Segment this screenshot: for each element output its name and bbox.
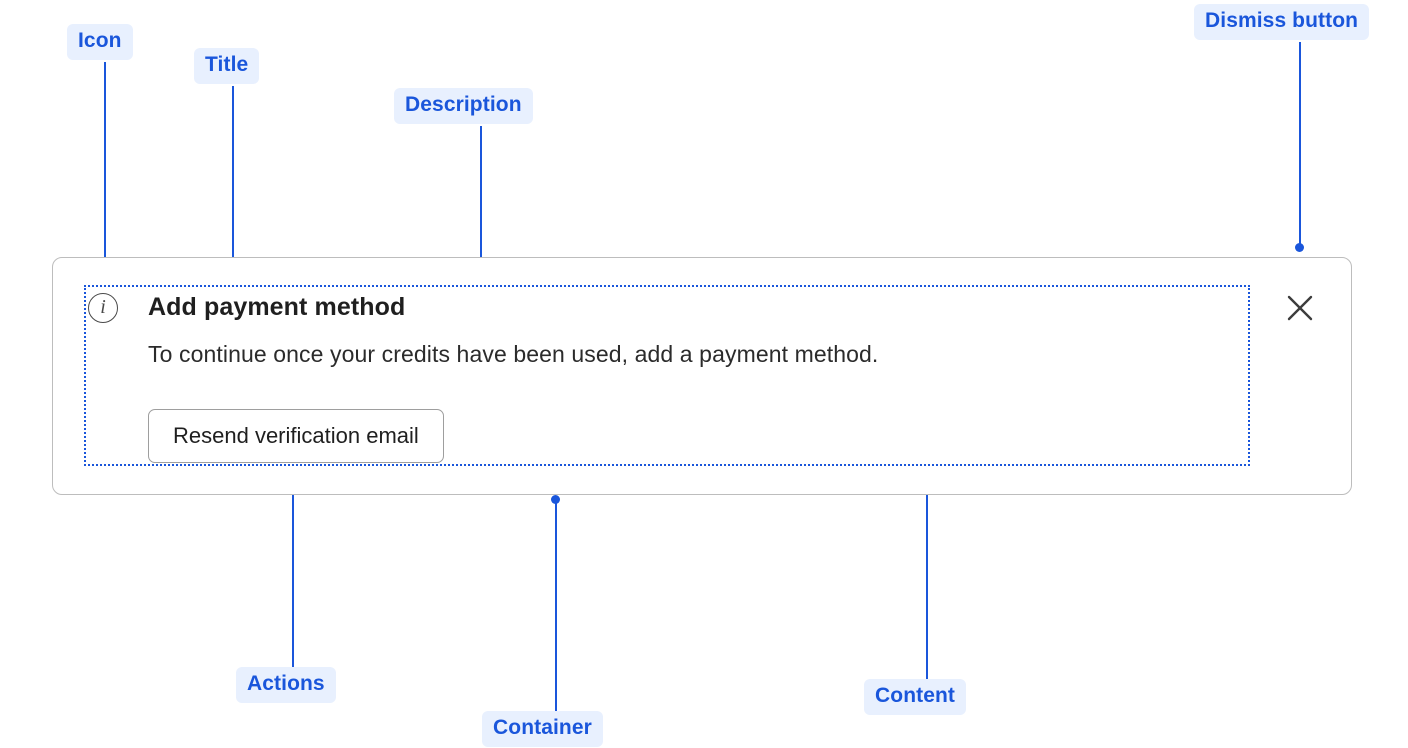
leader-line-content [926,468,928,679]
resend-verification-email-button[interactable]: Resend verification email [148,409,444,463]
annotation-label-icon: Icon [67,24,133,60]
leader-line-container [555,500,557,711]
annotation-label-title: Title [194,48,259,84]
info-circle-icon [88,293,120,325]
annotation-label-content: Content [864,679,966,715]
banner-title: Add payment method [148,293,406,321]
annotation-label-actions: Actions [236,667,336,703]
leader-dot-container [551,495,560,504]
annotation-label-description: Description [394,88,533,124]
close-icon[interactable] [1281,289,1319,327]
annotation-label-container: Container [482,711,603,747]
leader-line-title [232,86,234,282]
info-icon-glyph: i [88,293,118,323]
leader-line-icon [104,62,106,270]
banner-actions [148,409,444,463]
leader-line-dismiss [1299,42,1301,248]
banner-description: To continue once your credits have been used, add a payment method. [148,341,879,367]
annotation-label-dismiss: Dismiss button [1194,4,1369,40]
leader-dot-dismiss [1295,243,1304,252]
